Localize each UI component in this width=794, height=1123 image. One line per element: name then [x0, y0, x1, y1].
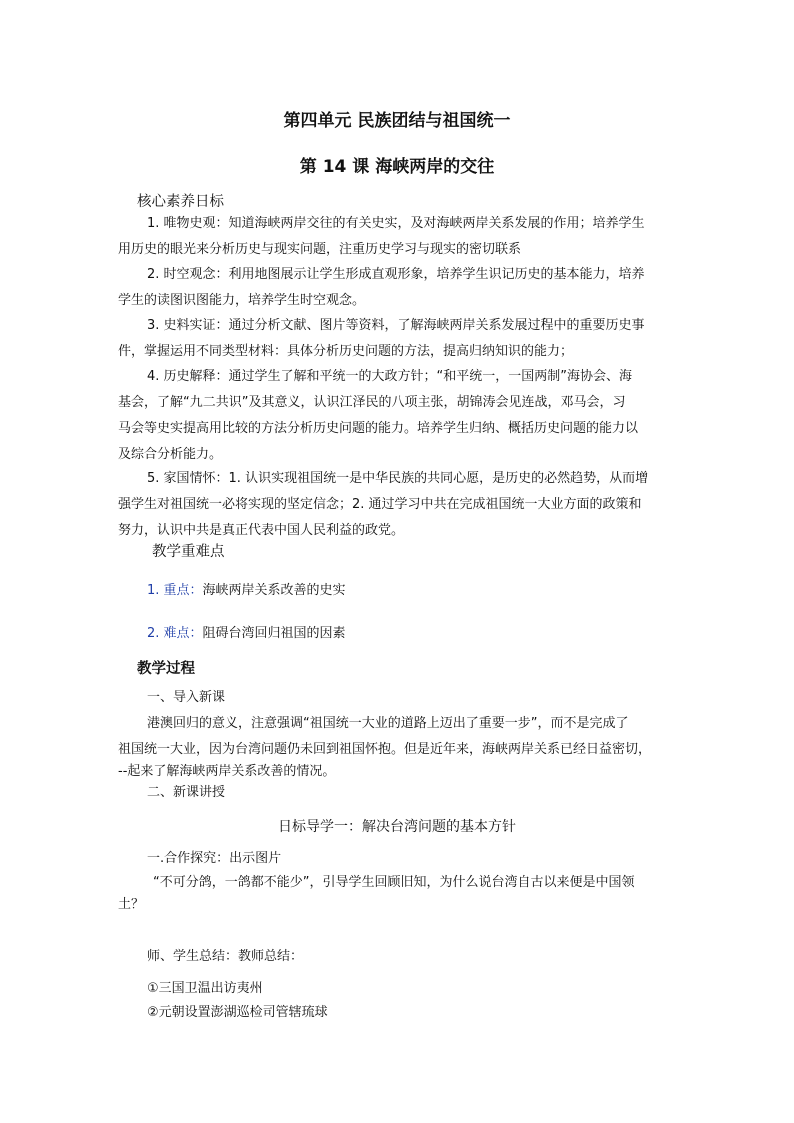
goal-1-heading: 日标导学一：解决台湾问题的基本方针 — [278, 819, 516, 835]
keypoints-heading: 教学重难点 — [152, 544, 225, 560]
core-item-1-line-1: 1. 唯物史观：知道海峡两岸交往的有关史实，及对海峡两岸关系发展的作用；培养学生 — [147, 216, 645, 231]
core-item-4-line-4: 及综合分析能力。 — [118, 447, 223, 462]
summary-list-item-2: ②元朝设置澎湖巡检司管辖琉球 — [147, 1005, 328, 1020]
core-item-2-line-2: 学生的读图识图能力，培养学生时空观念。 — [118, 293, 366, 308]
core-item-4-line-2: 基会，了解“九二共识”及其意义，认识江泽民的八项主张，胡锦涛会见连战，邓马会，习 — [118, 395, 626, 410]
summary-line: 师、学生总结：教师总结： — [147, 949, 304, 964]
core-heading: 核心素养日标 — [137, 194, 224, 210]
unit-title: 第四单元 民族团结与祖国统一 — [283, 111, 511, 131]
core-item-5-line-3: 努力，认识中共是真正代表中国人民利益的政党。 — [118, 523, 405, 538]
step-1-heading: 一、导入新课 — [147, 690, 226, 705]
step-2-heading: 二、新课讲授 — [147, 785, 226, 800]
quote-line-2: 土？ — [118, 897, 145, 912]
core-item-3-line-2: 件，掌握运用不同类型材料：具体分析历史问题的方法，提高归纳知识的能力； — [118, 344, 574, 359]
core-item-4-line-1: 4. 历史解释：通过学生了解和平统一的大政方针；“和平统一，一国两制”海协会、海 — [147, 369, 633, 384]
core-item-3-line-1: 3. 史料实证：通过分析文献、图片等资料，了解海峡两岸关系发展过程中的重要历史事 — [147, 318, 645, 333]
core-item-5-line-1: 5. 家国情怀：1. 认识实现祖国统一是中华民族的共同心愿，是历史的必然趋势，从而增 — [147, 471, 649, 486]
core-item-2-line-1: 2. 时空观念：利用地图展示让学生形成直观形象，培养学生识记历史的基本能力，培养 — [147, 267, 645, 282]
intro-line-3: --起来了解海峡两岸关系改善的情况。 — [118, 764, 336, 779]
core-item-5-line-2: 强学生对祖国统一必将实现的坚定信念；2. 通过学习中共在完成祖国统一大业方面的政策和 — [118, 497, 642, 512]
quote-line-1: “不可分鸽，一鸽都不能少”，引导学生回顾旧知，为什么说台湾自古以来便是中国领 — [153, 875, 635, 890]
core-item-1-line-2: 用历史的眼光来分析历史与现实问题，注重历史学习与现实的密切联系 — [118, 242, 522, 257]
difficult-point-text: 阻碍台湾回归祖国的因素 — [202, 626, 346, 641]
difficult-point — [147, 621, 346, 647]
lesson-title: 第 14 课 海峡两岸的交往 — [299, 157, 495, 177]
difficult-point-label: 2. 难点： — [147, 626, 203, 641]
key-point-label: 1. 重点： — [147, 583, 203, 598]
key-point-text: 海峡两岸关系改善的史实 — [202, 583, 346, 598]
key-point — [147, 578, 346, 604]
sub-1-heading: 一.合作探究：出示图片 — [147, 851, 282, 866]
summary-list-item-1: ①三国卫温出访夷州 — [147, 981, 263, 996]
intro-line-1: 港澳回归的意义，注意强调“祖国统一大业的道路上迈出了重要一步”，而不是完成了 — [147, 716, 629, 731]
core-item-4-line-3: 马会等史实提高用比较的方法分析历史问题的能力。培养学生归纳、概括历史问题的能力以 — [118, 421, 639, 436]
intro-line-2: 祖国统一大业，因为台湾问题仍未回到祖国怀抱。但是近年来，海峡两岸关系已经日益密切， — [118, 742, 652, 757]
process-heading: 教学过程 — [137, 661, 195, 677]
